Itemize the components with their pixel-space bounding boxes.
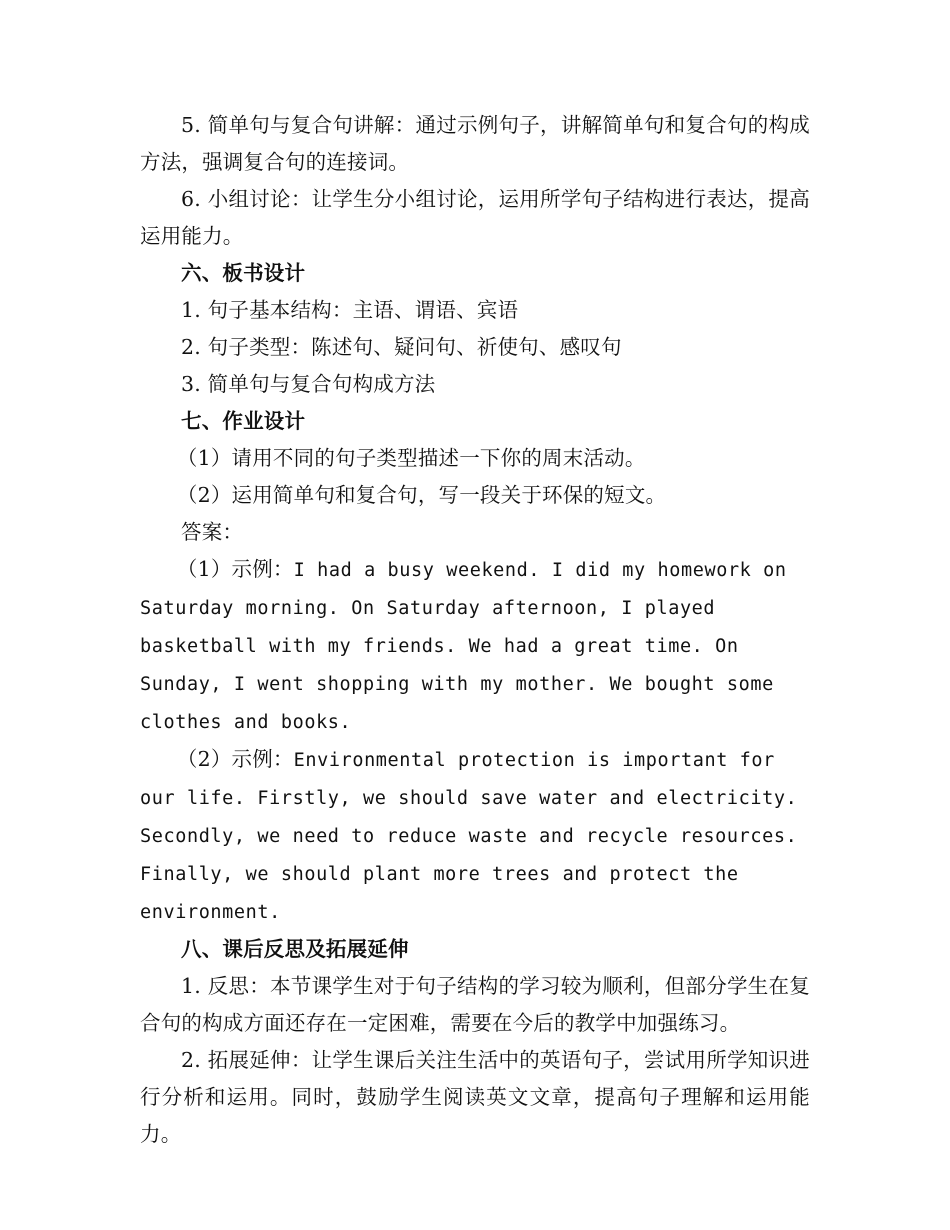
- homework-task-2: （2）运用简单句和复合句，写一段关于环保的短文。: [176, 483, 667, 507]
- answer-label: 答案：: [181, 520, 244, 544]
- paragraph-item-5: 5. 简单句与复合句讲解：通过示例句子，讲解简单句和复合句的构成方法，强调复合句的连接词。: [140, 113, 810, 174]
- answer-1-prefix: （1）示例：: [176, 557, 294, 581]
- board-item-3: 3. 简单句与复合句构成方法: [181, 372, 436, 396]
- answer-2: [140, 741, 810, 931]
- paragraph-item-6: 6. 小组讨论：让学生分小组讨论，运用所学句子结构进行表达，提高运用能力。: [140, 187, 810, 248]
- answer-2-text: Environmental protection is important for our life. Firstly, we should save water and electricity. Secondly, we need to reduce waste and recycle resources. Finally, we should plant more trees and protect the environment.: [140, 750, 798, 923]
- document-page: [140, 107, 810, 1153]
- section-heading-board-design: 六、板书设计: [181, 261, 306, 285]
- section-heading-homework: 七、作业设计: [181, 409, 306, 433]
- answer-1-text: I had a busy weekend. I did my homework on Saturday morning. On Saturday afternoon, I played basketball with my friends. We had a great time. On Sunday, I went shopping with my mother. We bought some clothes and books.: [140, 560, 787, 733]
- section-heading-reflection: 八、课后反思及拓展延伸: [181, 937, 409, 961]
- answer-1: [140, 551, 810, 741]
- board-item-2: 2. 句子类型：陈述句、疑问句、祈使句、感叹句: [181, 335, 622, 359]
- reflection-item-1: 1. 反思：本节课学生对于句子结构的学习较为顺利，但部分学生在复合句的构成方面还存在一定困难，需要在今后的教学中加强练习。: [140, 974, 810, 1035]
- homework-task-1: （1）请用不同的句子类型描述一下你的周末活动。: [176, 446, 646, 470]
- board-item-1: 1. 句子基本结构：主语、谓语、宾语: [181, 298, 519, 322]
- answer-2-prefix: （2）示例：: [176, 747, 294, 771]
- reflection-item-2: 2. 拓展延伸：让学生课后关注生活中的英语句子，尝试用所学知识进行分析和运用。同时，鼓励学生阅读英文文章，提高句子理解和运用能力。: [140, 1048, 810, 1146]
